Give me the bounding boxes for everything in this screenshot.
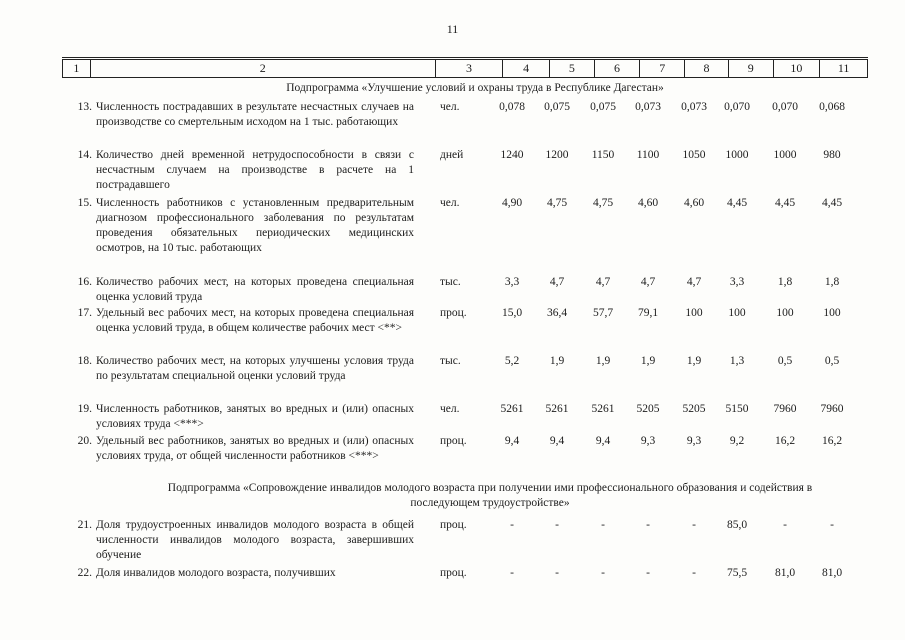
value-cell: - <box>692 567 696 579</box>
value-cell: 79,1 <box>637 307 659 319</box>
value-cell: 81,0 <box>821 567 843 579</box>
header-col-11: 11 <box>837 61 850 75</box>
value-cell: 4,75 <box>546 197 568 209</box>
value-cell: - <box>601 567 605 579</box>
header-col-10: 10 <box>774 60 821 77</box>
row-number: 17. <box>77 307 92 319</box>
value-cell: 5205 <box>636 403 660 415</box>
value-cell: - <box>555 567 559 579</box>
value-cell: 4,7 <box>595 276 611 288</box>
indicator-unit: проц. <box>440 567 467 579</box>
value-cell: 0,070 <box>772 101 798 113</box>
value-cell: 0,068 <box>819 101 845 113</box>
value-cell: 16,2 <box>821 435 843 447</box>
value-cell: 4,60 <box>683 197 705 209</box>
indicator-name: Численность работников, занятых во вредных и (или) опасных условиях труда <***> <box>96 403 414 430</box>
header-col-6: 6 <box>595 60 641 77</box>
value-cell: 4,7 <box>640 276 656 288</box>
indicator-name: Численность пострадавших в результате несчастных случаев на производстве со смертельным исходом на 1 тыс. работающих <box>96 101 414 128</box>
header-col-4: 4 <box>503 60 550 77</box>
indicator-unit: тыс. <box>440 276 461 288</box>
value-cell: - <box>555 519 559 531</box>
value-cell: 4,7 <box>686 276 702 288</box>
value-cell: 980 <box>823 149 841 161</box>
value-cell: 4,45 <box>821 197 843 209</box>
page-number: 11 <box>446 22 459 36</box>
indicator-name: Количество рабочих мест, на которых улучшены условия труда по результатам специальной оценки условий труда <box>96 355 414 382</box>
value-cell: 5,2 <box>504 355 520 367</box>
value-cell: 75,5 <box>726 567 748 579</box>
value-cell: 0,070 <box>724 101 750 113</box>
value-cell: - <box>646 519 650 531</box>
value-cell: 9,4 <box>504 435 520 447</box>
value-cell: 1,9 <box>686 355 702 367</box>
row-number: 20. <box>77 435 92 447</box>
value-cell: 100 <box>728 307 746 319</box>
value-cell: 100 <box>823 307 841 319</box>
value-cell: 1,3 <box>729 355 745 367</box>
value-cell: 1200 <box>545 149 569 161</box>
header-col-9: 9 <box>729 60 774 77</box>
value-cell: 1000 <box>773 149 797 161</box>
value-cell: 4,45 <box>726 197 748 209</box>
indicator-unit: дней <box>440 149 464 161</box>
indicator-unit: проц. <box>440 519 467 531</box>
indicator-name: Удельный вес рабочих мест, на которых проведена специальная оценка условий труда, в общем количестве рабочих мест <**> <box>96 307 414 334</box>
value-cell: 5261 <box>591 403 615 415</box>
value-cell: 9,3 <box>640 435 656 447</box>
header-col-2: 2 <box>91 60 436 77</box>
value-cell: 0,073 <box>681 101 707 113</box>
value-cell: 4,90 <box>501 197 523 209</box>
value-cell: 0,073 <box>635 101 661 113</box>
value-cell: 1100 <box>636 149 660 161</box>
value-cell: 0,075 <box>544 101 570 113</box>
value-cell: - <box>510 519 514 531</box>
value-cell: 0,075 <box>590 101 616 113</box>
indicator-name: Удельный вес работников, занятых во вредных и (или) опасных условиях труда, от общей численности работников <***> <box>96 435 414 462</box>
row-number: 22. <box>77 567 92 579</box>
row-number: 13. <box>77 101 92 113</box>
value-cell: 0,078 <box>499 101 525 113</box>
value-cell: 1,9 <box>549 355 565 367</box>
header-col-3: 3 <box>436 60 504 77</box>
row-number: 14. <box>77 149 92 161</box>
value-cell: 16,2 <box>774 435 796 447</box>
section-title-2-line2: последующем трудоустройстве» <box>410 497 570 509</box>
value-cell: - <box>783 519 787 531</box>
value-cell: 1,8 <box>824 276 840 288</box>
indicator-unit: чел. <box>440 197 460 209</box>
indicator-unit: проц. <box>440 307 467 319</box>
value-cell: 4,45 <box>774 197 796 209</box>
value-cell: - <box>646 567 650 579</box>
row-number: 19. <box>77 403 92 415</box>
indicator-name: Доля трудоустроенных инвалидов молодого возраста в общей численности инвалидов молодого возраста, завершивших обучение <box>96 519 414 561</box>
value-cell: 5150 <box>725 403 749 415</box>
indicator-name: Количество дней временной нетрудоспособности в связи с несчастным случаем на производстве в расчете на 1 пострадавшего <box>96 149 414 191</box>
indicator-unit: тыс. <box>440 355 461 367</box>
header-col-1: 1 <box>63 60 91 77</box>
value-cell: 15,0 <box>501 307 523 319</box>
value-cell: 100 <box>776 307 794 319</box>
indicator-unit: чел. <box>440 101 460 113</box>
value-cell: 4,7 <box>549 276 565 288</box>
section-title-1: Подпрограмма «Улучшение условий и охраны труда в Республике Дагестан» <box>286 82 664 94</box>
value-cell: - <box>692 519 696 531</box>
value-cell: 5261 <box>545 403 569 415</box>
value-cell: 85,0 <box>726 519 748 531</box>
section-title-2 <box>100 481 880 511</box>
indicator-unit: чел. <box>440 403 460 415</box>
value-cell: - <box>830 519 834 531</box>
value-cell: 36,4 <box>546 307 568 319</box>
value-cell: 7960 <box>773 403 797 415</box>
value-cell: - <box>510 567 514 579</box>
header-col-7: 7 <box>640 60 685 77</box>
value-cell: 3,3 <box>729 276 745 288</box>
indicator-name: Численность работников с установленным предварительным диагнозом профессионального заболевания по результатам проведения обязательных периодических медицинских осмотров, на 10 тыс. работающих <box>96 197 414 254</box>
row-number: 18. <box>77 355 92 367</box>
value-cell: - <box>601 519 605 531</box>
value-cell: 0,5 <box>824 355 840 367</box>
indicator-name: Количество рабочих мест, на которых проведена специальная оценка условий труда <box>96 276 414 303</box>
value-cell: 81,0 <box>774 567 796 579</box>
header-col-8: 8 <box>685 60 729 77</box>
value-cell: 1240 <box>500 149 524 161</box>
value-cell: 1000 <box>725 149 749 161</box>
value-cell: 1050 <box>682 149 706 161</box>
value-cell: 1,8 <box>777 276 793 288</box>
section-title-2-line1: Подпрограмма «Сопровождение инвалидов молодого возраста при получении ими профессионального образования и содействия в <box>167 482 813 494</box>
value-cell: 9,3 <box>686 435 702 447</box>
indicator-name: Доля инвалидов молодого возраста, получивших <box>96 567 336 579</box>
value-cell: 5261 <box>500 403 524 415</box>
value-cell: 1150 <box>591 149 615 161</box>
value-cell: 100 <box>685 307 703 319</box>
value-cell: 1,9 <box>640 355 656 367</box>
value-cell: 57,7 <box>592 307 614 319</box>
value-cell: 1,9 <box>595 355 611 367</box>
value-cell: 9,4 <box>549 435 565 447</box>
value-cell: 3,3 <box>504 276 520 288</box>
value-cell: 0,5 <box>777 355 793 367</box>
value-cell: 9,4 <box>595 435 611 447</box>
value-cell: 7960 <box>820 403 844 415</box>
top-rule <box>62 57 868 58</box>
header-col-5: 5 <box>550 60 595 77</box>
value-cell: 5205 <box>682 403 706 415</box>
row-number: 15. <box>77 197 92 209</box>
value-cell: 9,2 <box>729 435 745 447</box>
row-number: 21. <box>77 519 92 531</box>
row-number: 16. <box>77 276 92 288</box>
value-cell: 4,60 <box>637 197 659 209</box>
indicator-unit: проц. <box>440 435 467 447</box>
table-header <box>62 59 868 78</box>
value-cell: 4,75 <box>592 197 614 209</box>
